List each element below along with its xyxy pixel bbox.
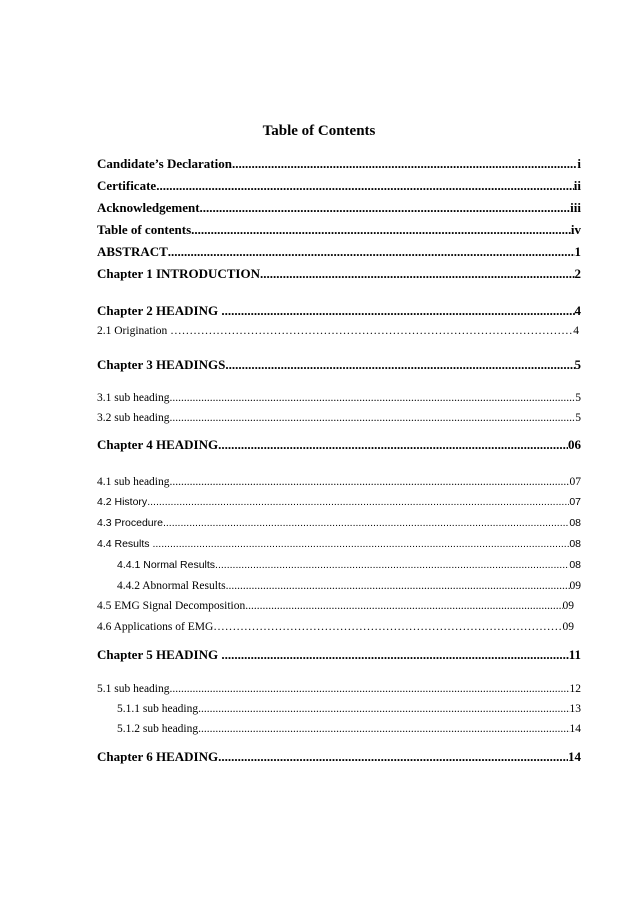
toc-entry-4-6: [97, 619, 574, 635]
toc-entry-label: 5.1.1 sub heading: [117, 703, 199, 715]
dot-leader: [170, 681, 570, 697]
toc-entry-label: 3.2 sub heading: [97, 412, 170, 424]
toc-entry-page: ii: [573, 178, 581, 193]
toc-entry-label: Candidate’s Declaration: [97, 156, 232, 171]
toc-entry-page: 4: [574, 303, 581, 318]
dot-leader: [225, 357, 574, 373]
dot-leader: [170, 323, 573, 339]
toc-entry-4-5: [97, 598, 574, 614]
toc-entry-label: Chapter 6 HEADING: [97, 749, 219, 764]
dot-leader: [170, 474, 570, 490]
dot-leader: [191, 222, 571, 238]
toc-entry-abstract: [97, 244, 581, 260]
toc-entry-page: i: [577, 156, 581, 171]
toc-entry-label: 5.1 sub heading: [97, 683, 170, 695]
toc-entry-label: 4.5 EMG Signal Decomposition: [97, 600, 246, 612]
toc-entry-page: iii: [570, 200, 581, 215]
toc-entry-page: 14: [569, 723, 581, 735]
toc-entry-chapter-1: [97, 266, 581, 282]
toc-entry-page: 08: [569, 517, 581, 529]
toc-entry-candidates-declaration: [97, 156, 581, 172]
toc-entry-2-1: [97, 323, 579, 339]
toc-entry-label: 2.1 Origination: [97, 325, 171, 337]
toc-entry-label: Chapter 3 HEADINGS: [97, 357, 226, 372]
toc-entry-page: 5: [575, 392, 581, 404]
toc-entry-label: 5.1.2 sub heading: [117, 723, 199, 735]
page-title: Table of Contents: [262, 123, 376, 139]
toc-entry-label: Certificate: [97, 178, 157, 193]
toc-entry-page: 09: [569, 580, 581, 592]
toc-entry-page: 09: [562, 600, 574, 612]
toc-entry-page: 14: [568, 749, 581, 764]
toc-entry-5-1: [97, 681, 581, 697]
dot-leader: [200, 200, 571, 216]
toc-entry-acknowledgement: [97, 200, 581, 216]
toc-entry-label: Chapter 5 HEADING: [97, 647, 222, 662]
dot-leader: [147, 494, 569, 510]
dot-leader: [170, 410, 576, 426]
toc-entry-4-4-1: [117, 557, 581, 573]
toc-entry-label: 4.4 Results: [97, 538, 153, 550]
toc-entry-label: Table of contents: [97, 222, 192, 237]
toc-entry-table-of-contents: [97, 222, 581, 238]
toc-entry-label: Chapter 2 HEADING: [97, 303, 222, 318]
toc-entry-label: 4.3 Procedure: [97, 517, 163, 529]
toc-entry-page: 07: [569, 476, 581, 488]
toc-entry-3-2: [97, 410, 581, 426]
toc-entry-3-1: [97, 390, 581, 406]
toc-entry-4-4-2: [117, 578, 581, 594]
dot-leader: [215, 557, 569, 573]
toc-entry-5-1-2: [117, 721, 581, 737]
toc-entry-page: 08: [569, 559, 581, 571]
toc-entry-page: 07: [569, 496, 581, 508]
toc-entry-label: 4.6 Applications of EMG: [97, 621, 214, 633]
toc-entry-page: 1: [574, 244, 581, 259]
toc-entry-certificate: [97, 178, 581, 194]
dot-leader: [156, 178, 574, 194]
dot-leader: [152, 536, 569, 552]
dot-leader: [221, 303, 574, 319]
dot-leader: [163, 515, 569, 531]
dot-leader: [226, 578, 570, 594]
toc-entry-4-2: [97, 494, 581, 510]
toc-entry-label: ABSTRACT: [97, 244, 168, 259]
toc-entry-4-3: [97, 515, 581, 531]
dot-leader: [198, 701, 569, 717]
dot-leader: [213, 619, 562, 635]
toc-entry-label: Chapter 4 HEADING: [97, 437, 219, 452]
dot-leader: [198, 721, 569, 737]
toc-entry-page: 5: [574, 357, 581, 372]
toc-entry-label: 4.4.1 Normal Results: [117, 559, 216, 571]
dot-leader: [218, 437, 568, 453]
toc-entry-page: 08: [569, 538, 581, 550]
toc-entry-page: 11: [568, 647, 581, 662]
dot-leader: [218, 749, 568, 765]
toc-entry-page: 4: [573, 325, 579, 337]
toc-entry-4-4: [97, 536, 581, 552]
toc-entry-chapter-6: [97, 749, 581, 765]
toc-entry-label: Acknowledgement: [97, 200, 200, 215]
toc-entry-page: 2: [574, 266, 581, 281]
toc-entry-page: 09: [562, 621, 574, 633]
toc-entry-page: 5: [575, 412, 581, 424]
toc-entry-page: 13: [569, 703, 581, 715]
toc-entry-chapter-3: [97, 357, 581, 373]
dot-leader: [232, 156, 577, 172]
toc-entry-label: Chapter 1 INTRODUCTION: [97, 266, 260, 281]
toc-entry-page: 12: [569, 683, 581, 695]
toc-entry-4-1: [97, 474, 581, 490]
toc-entry-chapter-4: [97, 437, 581, 453]
toc-entry-chapter-2: [97, 303, 581, 319]
toc-entry-label: 4.1 sub heading: [97, 476, 170, 488]
toc-entry-5-1-1: [117, 701, 581, 717]
dot-leader: [168, 244, 575, 260]
dot-leader: [245, 598, 562, 614]
toc-entry-chapter-5: [97, 647, 581, 663]
toc-entry-label: 4.2 History: [97, 496, 148, 508]
toc-entry-page: iv: [570, 222, 581, 237]
toc-entry-label: 3.1 sub heading: [97, 392, 170, 404]
dot-leader: [260, 266, 575, 282]
dot-leader: [221, 647, 568, 663]
toc-entry-page: 06: [568, 437, 581, 452]
dot-leader: [170, 390, 576, 406]
toc-entry-label: 4.4.2 Abnormal Results: [117, 580, 226, 592]
